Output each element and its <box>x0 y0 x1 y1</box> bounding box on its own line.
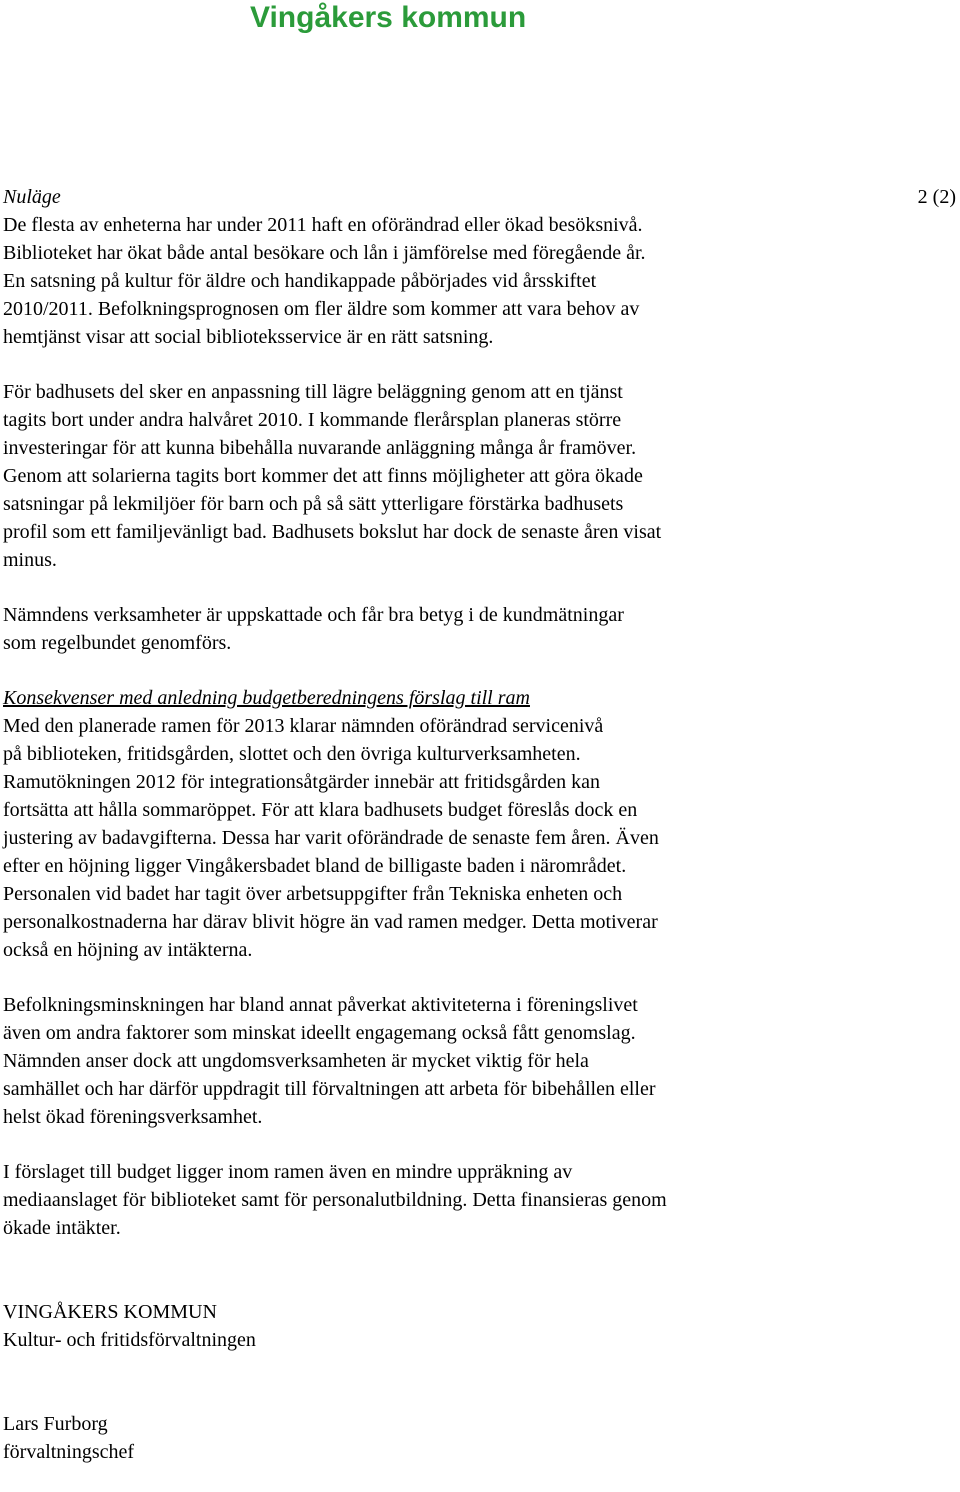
text-line: personalkostnaderna har därav blivit högre än vad ramen medger. Detta motiverar <box>3 911 658 933</box>
text-line: på biblioteken, fritidsgården, slottet och den övriga kulturverksamheten. <box>3 743 581 765</box>
paragraph-nulage-2 <box>3 378 853 574</box>
text-line: helst ökad föreningsverksamhet. <box>3 1106 263 1128</box>
section-heading-konsekvenser: Konsekvenser med anledning budgetberedningens förslag till ram <box>3 687 530 709</box>
organization-name: VINGÅKERS KOMMUN <box>3 1301 217 1323</box>
text-line: mediaanslaget för biblioteket samt för personalutbildning. Detta finansieras genom <box>3 1189 667 1211</box>
text-line: tagits bort under andra halvåret 2010. I kommande flerårsplan planeras större <box>3 409 622 431</box>
paragraph-konsekvenser-3 <box>3 1158 853 1242</box>
text-line: fortsätta att hålla sommaröppet. För att klara badhusets budget föreslås dock en <box>3 799 638 821</box>
text-line: Nämndens verksamheter är uppskattade och får bra betyg i de kundmätningar <box>3 604 624 626</box>
text-line: också en höjning av intäkterna. <box>3 939 253 961</box>
text-line: minus. <box>3 549 57 571</box>
text-line: 2010/2011. Befolkningsprognosen om fler äldre som kommer att vara behov av <box>3 298 640 320</box>
text-line: efter en höjning ligger Vingåkersbadet bland de billigaste baden i närområdet. <box>3 855 627 877</box>
document-body <box>3 183 853 1466</box>
text-line: Personalen vid badet har tagit över arbetsuppgifter från Tekniska enheten och <box>3 883 623 905</box>
department-name: Kultur- och fritidsförvaltningen <box>3 1329 256 1351</box>
page-number: 2 (2) <box>917 186 956 208</box>
text-line: Med den planerade ramen för 2013 klarar nämnden oförändrad servicenivå <box>3 715 604 737</box>
text-line: Befolkningsminskningen har bland annat påverkat aktiviteterna i föreningslivet <box>3 994 638 1016</box>
text-line: som regelbundet genomförs. <box>3 632 232 654</box>
paragraph-konsekvenser-2 <box>3 991 853 1131</box>
text-line: Genom att solarierna tagits bort kommer det att finns möjligheter att göra ökade <box>3 465 643 487</box>
person-name: Lars Furborg <box>3 1413 108 1435</box>
text-line: ökade intäkter. <box>3 1217 121 1239</box>
text-line: I förslaget till budget ligger inom ramen även en mindre uppräkning av <box>3 1161 573 1183</box>
paragraph-nulage-1 <box>3 211 853 351</box>
signature-person <box>3 1410 853 1466</box>
text-line: hemtjänst visar att social biblioteksservice är en rätt satsning. <box>3 326 494 348</box>
text-line: även om andra faktorer som minskat ideellt engagemang också fått genomslag. <box>3 1022 636 1044</box>
text-line: samhället och har därför uppdragit till förvaltningen att arbeta för bibehållen eller <box>3 1078 656 1100</box>
text-line: Ramutökningen 2012 för integrationsåtgärder innebär att fritidsgården kan <box>3 771 601 793</box>
text-line: Nämnden anser dock att ungdomsverksamheten är mycket viktig för hela <box>3 1050 589 1072</box>
text-line: profil som ett familjevänligt bad. Badhusets bokslut har dock de senaste åren visat <box>3 521 662 543</box>
paragraph-nulage-3 <box>3 601 853 657</box>
kommun-logo: Vingåkers kommun <box>250 1 527 34</box>
text-line: satsningar på lekmiljöer för barn och på så sätt ytterligare förstärka badhusets <box>3 493 624 515</box>
text-line: En satsning på kultur för äldre och handikappade påbörjades vid årsskiftet <box>3 270 597 292</box>
text-line: Biblioteket har ökat både antal besökare och lån i jämförelse med föregående år. <box>3 242 646 264</box>
paragraph-konsekvenser-1 <box>3 712 853 964</box>
text-line: justering av badavgifterna. Dessa har varit oförändrade de senaste fem åren. Även <box>3 827 659 849</box>
text-line: investeringar för att kunna bibehålla nuvarande anläggning många år framöver. <box>3 437 637 459</box>
section-heading-nulage: Nuläge <box>3 186 61 208</box>
person-title: förvaltningschef <box>3 1441 135 1463</box>
text-line: För badhusets del sker en anpassning till lägre beläggning genom att en tjänst <box>3 381 623 403</box>
signature-organization <box>3 1298 853 1354</box>
text-line: De flesta av enheterna har under 2011 haft en oförändrad eller ökad besöksnivå. <box>3 214 643 236</box>
